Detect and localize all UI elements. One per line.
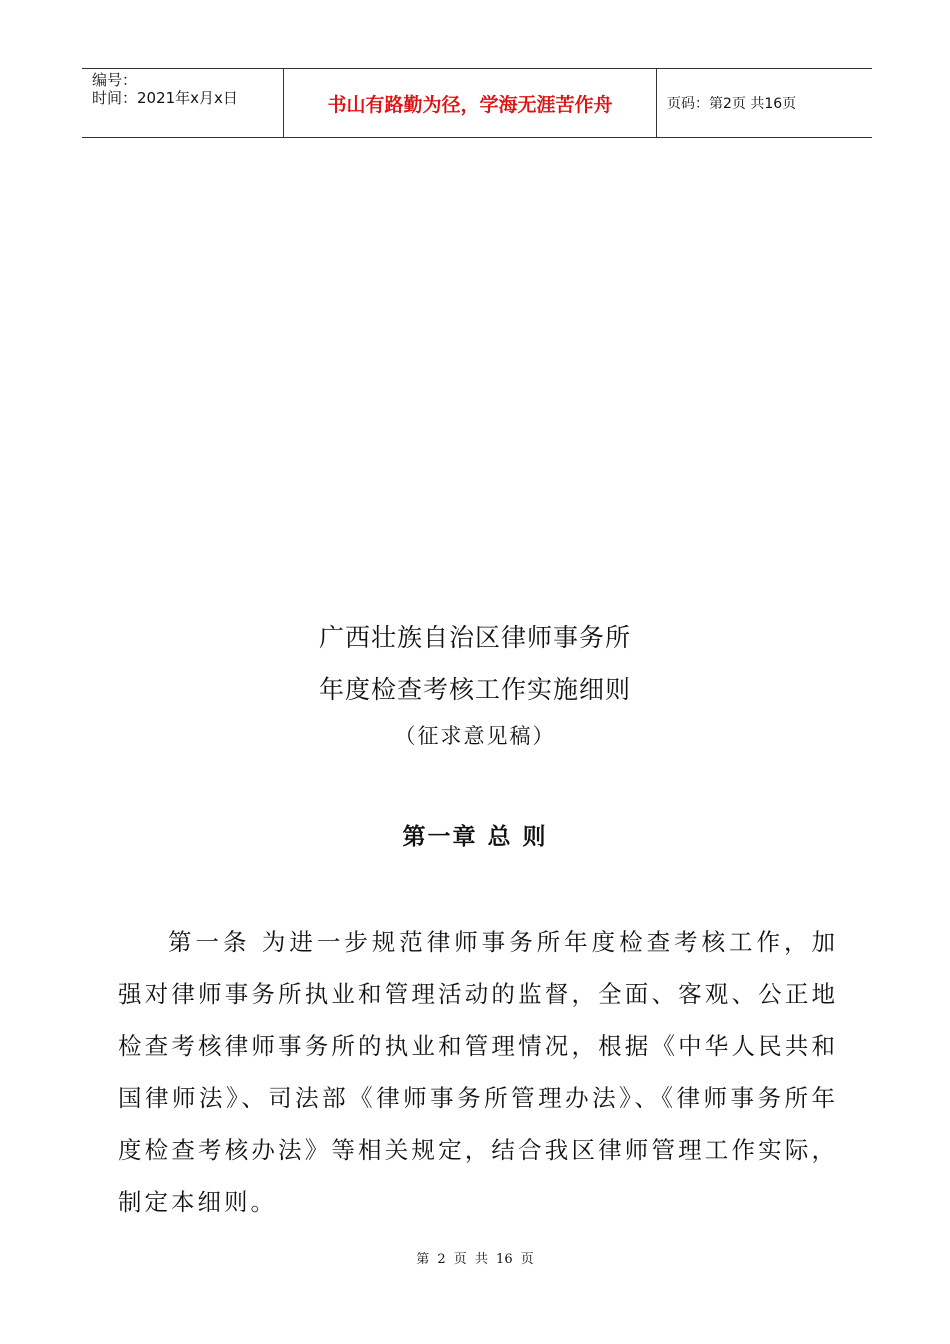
chapter-heading: 第一章 总 则 [402,823,548,850]
page-header [82,68,872,138]
page-footer: 第 2 页 共 16 页 [416,1252,534,1267]
header-meta [82,69,284,137]
time-label: 时间：2021年x月x日 [92,89,238,107]
header-page-info: 页码：第2页 共16页 [667,96,797,112]
document-title-line2: 年度检查考核工作实施细则 [318,675,631,704]
header-motto: 书山有路勤为径，学海无涯苦作舟 [284,69,657,137]
number-label: 编号： [92,71,138,89]
article-paragraph: 第一条 为进一步规范律师事务所年度检查考核工作，加强对律师事务所执业和管理活动的监督，全面、客观、公正地检查考核律师事务所的执业和管理情况，根据《中华人民共和国律师法》、司法部《律师事务所管理办法》、《律师事务所年度检查考核办法》等相关规定，结合我区律师管理工作实际，制定本细则。 [118,928,838,1216]
document-title-line1: 广西壮族自治区律师事务所 [318,623,631,652]
document-subtitle: （征求意见稿） [394,724,556,748]
